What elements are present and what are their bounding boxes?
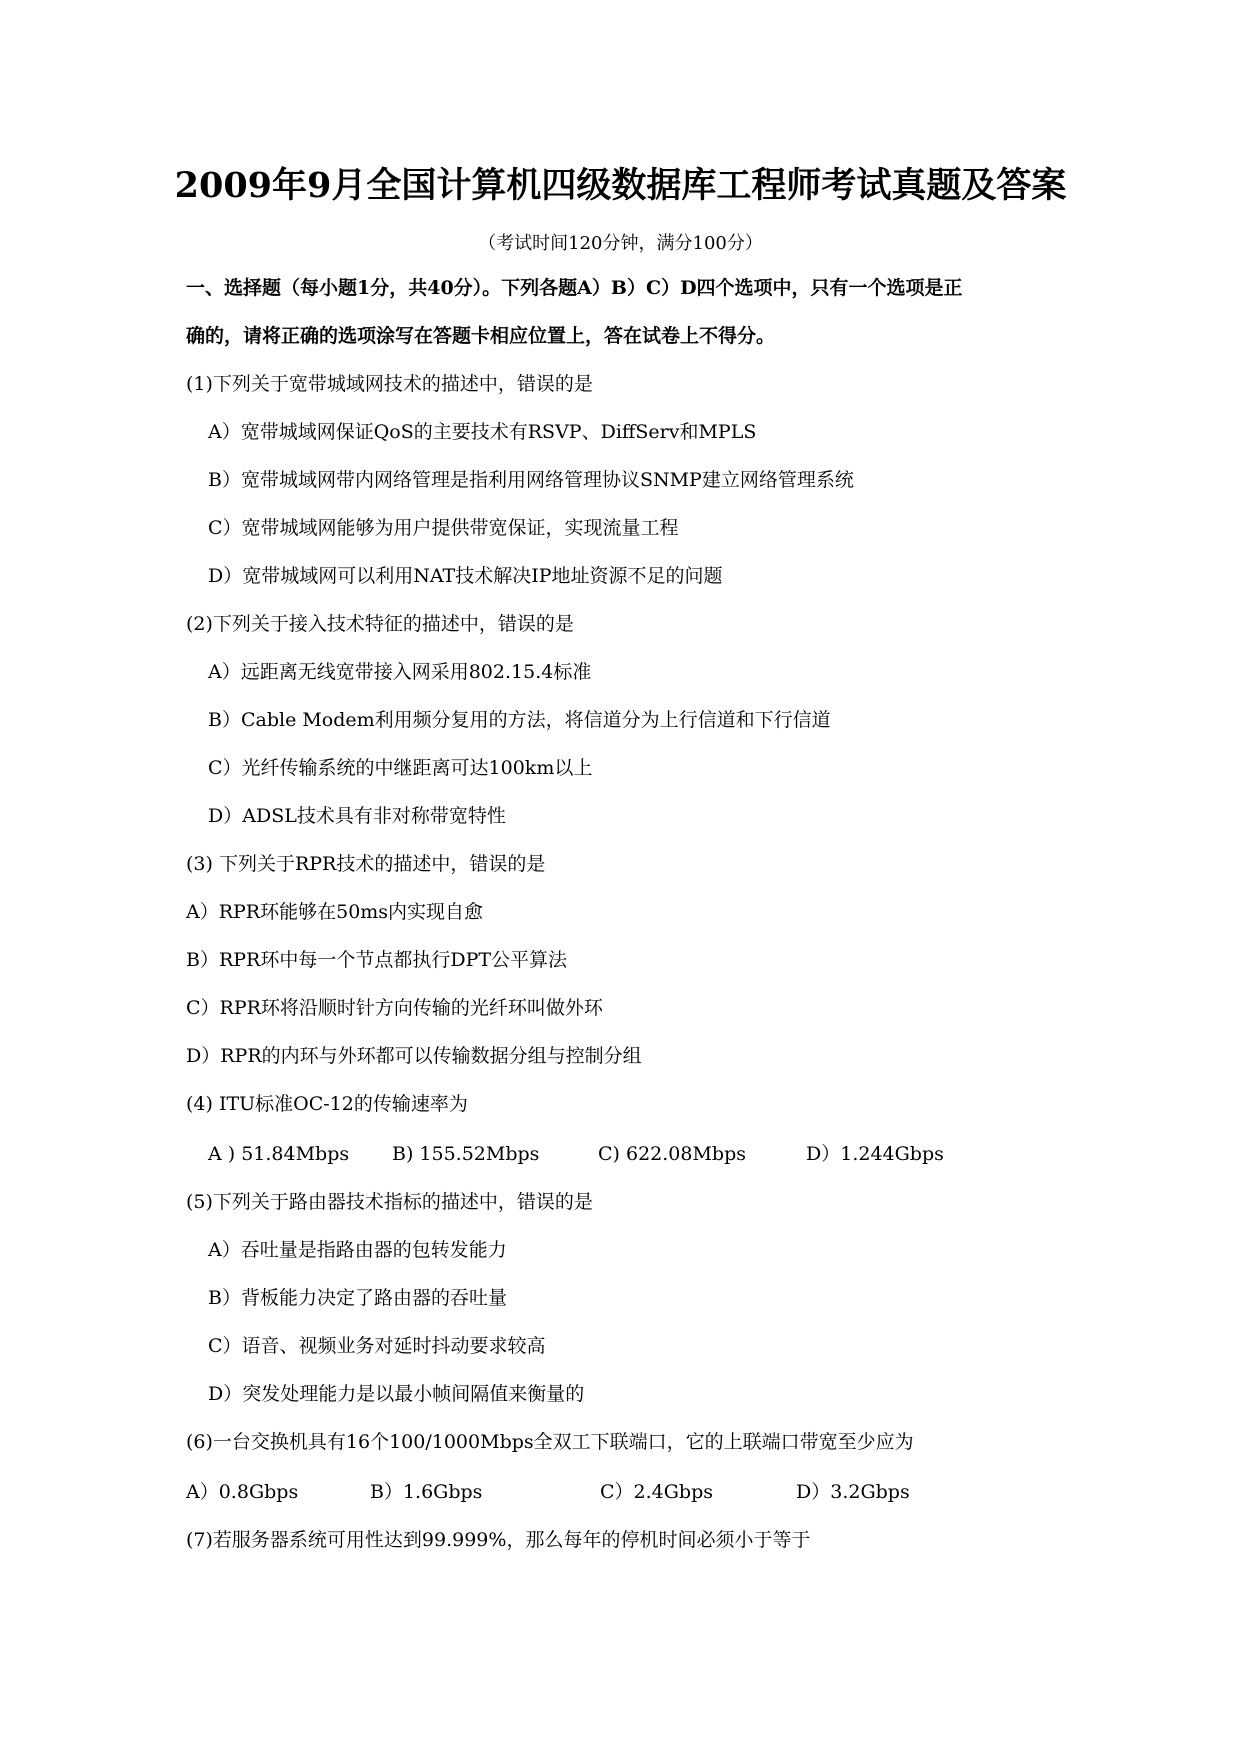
page-title: 2009年9月全国计算机四级数据库工程师考试真题及答案	[174, 165, 1067, 206]
question-4-option-c: C) 622.08Mbps	[598, 1143, 747, 1165]
question-3-option-b: B）RPR环中每一个节点都执行DPT公平算法	[186, 949, 568, 971]
question-1-option-c: C）宽带城域网能够为用户提供带宽保证，实现流量工程	[208, 517, 679, 539]
question-5-option-c: C）语音、视频业务对延时抖动要求较高	[208, 1335, 546, 1357]
question-6-option-b: B）1.6Gbps	[370, 1481, 483, 1503]
question-4-stem: (4) ITU标准OC-12的传输速率为	[186, 1093, 468, 1115]
exam-info: （考试时间120分钟，满分100分）	[478, 233, 763, 254]
question-1-option-a: A）宽带城域网保证QoS的主要技术有RSVP、DiffServ和MPLS	[208, 421, 757, 443]
section-instructions-line-2: 确的，请将正确的选项涂写在答题卡相应位置上，答在试卷上不得分。	[186, 325, 776, 347]
question-4-option-a: A ) 51.84Mbps	[208, 1143, 350, 1165]
question-5-option-a: A）吞吐量是指路由器的包转发能力	[208, 1239, 507, 1261]
question-6-stem: (6)一台交换机具有16个100/1000Mbps全双工下联端口，它的上联端口带宽至少应为	[186, 1431, 914, 1453]
question-6-option-a: A）0.8Gbps	[186, 1481, 299, 1503]
question-3-option-d: D）RPR的内环与外环都可以传输数据分组与控制分组	[186, 1045, 642, 1067]
question-6-options	[0, 1480, 1241, 1504]
question-1-option-b: B）宽带城域网带内网络管理是指利用网络管理协议SNMP建立网络管理系统	[208, 469, 854, 491]
question-6-option-c: C）2.4Gbps	[600, 1481, 714, 1503]
question-5-option-b: B）背板能力决定了路由器的吞吐量	[208, 1287, 507, 1309]
question-2-option-a: A）远距离无线宽带接入网采用802.15.4标准	[208, 661, 592, 683]
question-5-option-d: D）突发处理能力是以最小帧间隔值来衡量的	[208, 1383, 585, 1405]
question-3-option-a: A）RPR环能够在50ms内实现自愈	[186, 901, 484, 923]
question-5-stem: (5)下列关于路由器技术指标的描述中，错误的是	[186, 1191, 593, 1213]
question-3-stem: (3) 下列关于RPR技术的描述中，错误的是	[186, 853, 546, 875]
question-2-option-d: D）ADSL技术具有非对称带宽特性	[208, 805, 506, 827]
section-instructions-line-1: 一、选择题（每小题1分，共40分）。下列各题A）B）C）D四个选项中，只有一个选项是正	[186, 277, 963, 299]
question-3-option-c: C）RPR环将沿顺时针方向传输的光纤环叫做外环	[186, 997, 603, 1019]
question-2-option-b: B）Cable Modem利用频分复用的方法，将信道分为上行信道和下行信道	[208, 709, 831, 731]
question-4-options	[0, 1142, 1241, 1166]
question-2-option-c: C）光纤传输系统的中继距离可达100km以上	[208, 757, 593, 779]
question-6-option-d: D）3.2Gbps	[796, 1481, 910, 1503]
question-1-stem: (1)下列关于宽带城域网技术的描述中，错误的是	[186, 373, 593, 395]
question-4-option-b: B) 155.52Mbps	[392, 1143, 540, 1165]
question-4-option-d: D）1.244Gbps	[806, 1143, 944, 1165]
question-2-stem: (2)下列关于接入技术特征的描述中，错误的是	[186, 613, 574, 635]
question-1-option-d: D）宽带城域网可以利用NAT技术解决IP地址资源不足的问题	[208, 565, 723, 587]
question-7-stem: (7)若服务器系统可用性达到99.999%，那么每年的停机时间必须小于等于	[186, 1529, 811, 1551]
